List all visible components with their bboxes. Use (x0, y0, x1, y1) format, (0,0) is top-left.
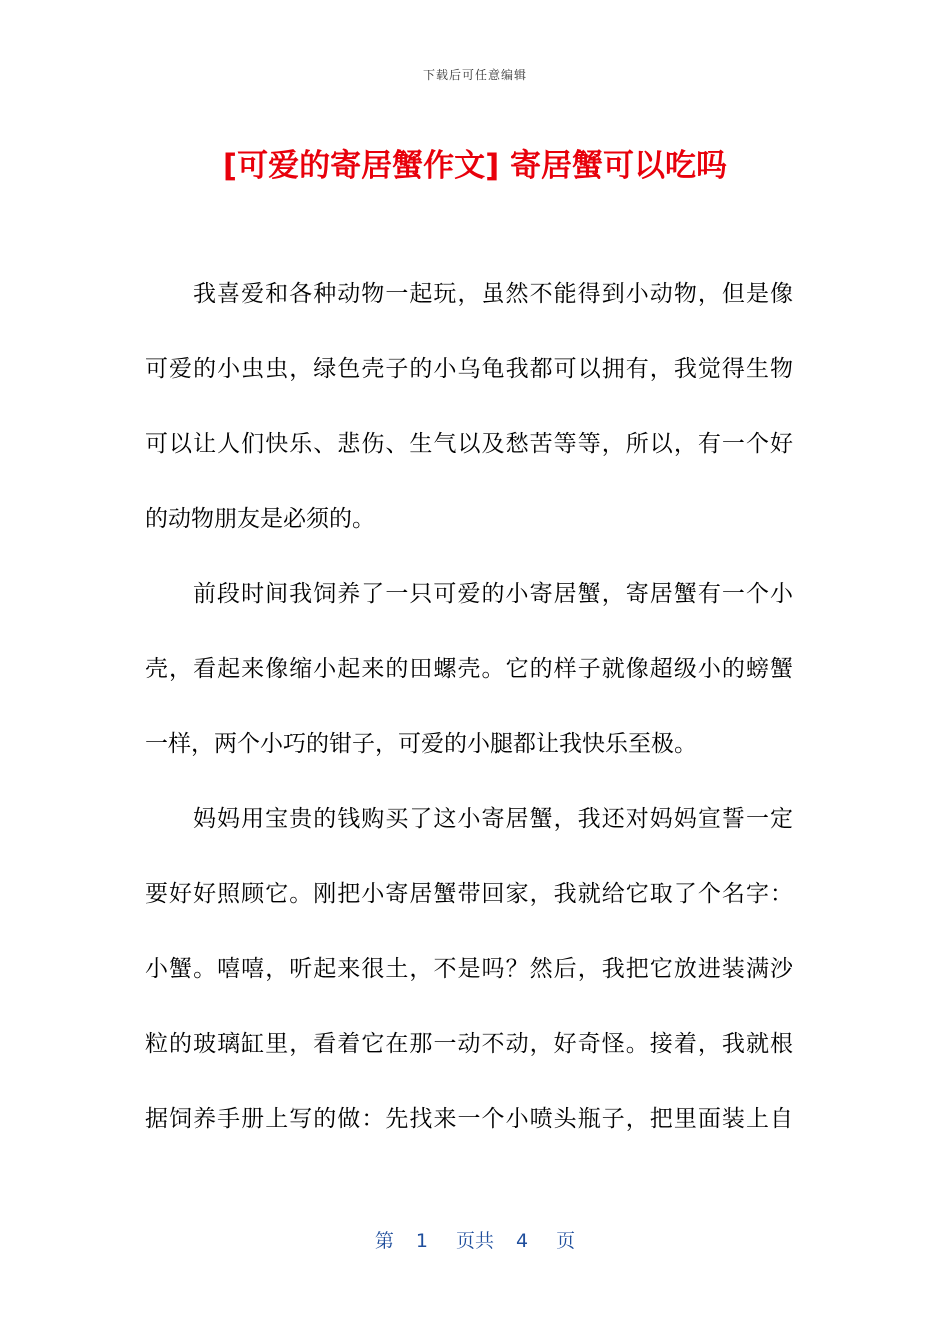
paragraph-1-line-3: 可以让人们快乐、悲伤、生气以及愁苦等等，所以，有一个好 (145, 431, 793, 457)
page-footer (0, 1226, 950, 1253)
document-body (145, 272, 793, 1172)
footer-total-pages: 4 (516, 1230, 529, 1252)
paragraph-2-line-2: 壳，看起来像缩小起来的田螺壳。它的样子就像超级小的螃蟹 (145, 656, 793, 682)
footer-suffix: 页 (556, 1230, 576, 1252)
paragraph-3-line-5: 据饲养手册上写的做：先找来一个小喷头瓶子，把里面装上自 (145, 1106, 793, 1132)
paragraph-3-line-1: 妈妈用宝贵的钱购买了这小寄居蟹，我还对妈妈宣誓一定 (193, 806, 793, 832)
footer-page-number: 1 (415, 1230, 428, 1252)
paragraph-1-line-2: 可爱的小虫虫，绿色壳子的小乌龟我都可以拥有，我觉得生物 (145, 356, 793, 382)
paragraph-3-line-3: 小蟹。嘻嘻，听起来很土，不是吗？然后，我把它放进装满沙 (145, 956, 793, 982)
document-title: [可爱的寄居蟹作文] 寄居蟹可以吃吗 (222, 148, 728, 184)
paragraph-2-line-3: 一样，两个小巧的钳子，可爱的小腿都让我快乐至极。 (145, 731, 697, 757)
paragraph-3-line-2: 要好好照顾它。刚把小寄居蟹带回家，我就给它取了个名字： (145, 881, 793, 907)
paragraph-3-line-4: 粒的玻璃缸里，看着它在那一动不动，好奇怪。接着，我就根 (145, 1031, 793, 1057)
paragraph-1-line-1: 我喜爱和各种动物一起玩，虽然不能得到小动物，但是像 (193, 281, 793, 307)
footer-middle: 页共 (455, 1230, 494, 1252)
header-note: 下载后可任意编辑 (422, 68, 527, 82)
paragraph-2-line-1: 前段时间我饲养了一只可爱的小寄居蟹，寄居蟹有一个小 (193, 581, 793, 607)
footer-prefix: 第 (374, 1230, 394, 1252)
paragraph-1-line-4: 的动物朋友是必须的。 (145, 506, 375, 532)
